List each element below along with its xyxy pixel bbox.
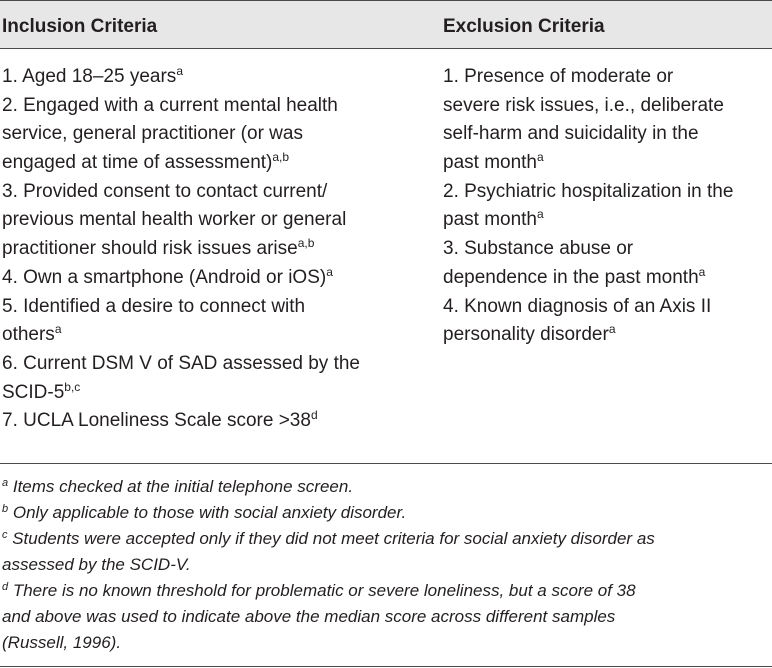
exclusion-line-text: past month [443, 209, 537, 231]
inclusion-line [2, 149, 422, 178]
inclusion-line [2, 264, 422, 293]
inclusion-line-text: service, general practitioner (or was [2, 123, 303, 145]
footnote-line-text: (Russell, 1996). [2, 633, 122, 652]
footnote-line [2, 578, 772, 604]
footnote-line [2, 552, 772, 578]
footnote-line [2, 630, 772, 656]
exclusion-line [443, 206, 770, 235]
exclusion-line-text: dependence in the past month [443, 266, 699, 288]
exclusion-column [443, 63, 770, 350]
inclusion-line [2, 293, 422, 322]
inclusion-column [2, 63, 422, 436]
inclusion-line [2, 407, 422, 436]
inclusion-line-superscript: b,c [64, 379, 81, 394]
inclusion-line-text: 1. Aged 18–25 years [2, 66, 177, 87]
exclusion-line-superscript: a [537, 207, 544, 222]
footnote-line-text: and above was used to indicate above the median score across different samples [2, 607, 616, 626]
exclusion-line [443, 321, 770, 350]
exclusion-line [443, 293, 770, 322]
inclusion-line-text: practitioner should risk issues arise [2, 238, 298, 260]
table-header [0, 0, 772, 49]
inclusion-line-superscript: a [176, 64, 183, 78]
exclusion-line-text: 2. Psychiatric hospitalization in the [443, 180, 734, 202]
exclusion-header: Exclusion Criteria [443, 16, 605, 37]
inclusion-line-superscript: a [54, 322, 62, 337]
inclusion-line [2, 235, 422, 264]
exclusion-line-superscript: a [608, 322, 616, 337]
inclusion-line-text: 4. Own a smartphone (Android or iOS) [2, 266, 327, 288]
inclusion-line-text: 3. Provided consent to contact current/ [2, 180, 328, 202]
footnote-line [2, 500, 772, 526]
inclusion-line-superscript: a,b [297, 236, 315, 251]
inclusion-line-superscript: a [326, 264, 333, 279]
footnote-line-text: There is no known threshold for problematic or severe loneliness, but a score of 38 [8, 581, 636, 600]
exclusion-line [443, 149, 770, 178]
inclusion-line-text: engaged at time of assessment) [2, 152, 273, 174]
footnote-line [2, 526, 772, 552]
exclusion-line [443, 92, 770, 121]
footnote-line-text: Students were accepted only if they did not meet criteria for social anxiety disorder as [7, 529, 655, 548]
exclusion-line-text: past month [443, 152, 537, 174]
exclusion-line [443, 235, 770, 264]
inclusion-line-superscript: d [310, 408, 318, 423]
exclusion-line-text: 4. Known diagnosis of an Axis II [443, 295, 712, 317]
exclusion-line [443, 178, 770, 207]
exclusion-line-superscript: a [537, 150, 544, 165]
table-bottom-rule [0, 666, 772, 667]
exclusion-line-text: self-harm and suicidality in the [443, 123, 699, 145]
inclusion-line-text: previous mental health worker or general [2, 209, 347, 231]
footnote-line-text: Items checked at the initial telephone screen. [8, 477, 354, 496]
footnote-line-superscript: d [2, 581, 9, 593]
exclusion-line-text: personality disorder [443, 324, 609, 346]
inclusion-line [2, 206, 422, 235]
inclusion-line-superscript: a,b [272, 150, 290, 165]
exclusion-line-text: 1. Presence of moderate or [443, 66, 674, 87]
footnote-line-superscript: c [2, 529, 8, 541]
exclusion-line-superscript: a [698, 264, 706, 279]
inclusion-line-text: SCID-5 [2, 381, 65, 403]
footnote-line [2, 474, 772, 500]
exclusion-line-text: severe risk issues, i.e., deliberate [443, 94, 724, 116]
footnote-line-text: assessed by the SCID-V. [2, 555, 191, 574]
footnote-line-text: Only applicable to those with social anxiety disorder. [8, 503, 407, 522]
inclusion-line [2, 63, 422, 92]
footnote-line [2, 604, 772, 630]
inclusion-line [2, 321, 422, 350]
inclusion-line [2, 120, 422, 149]
inclusion-header: Inclusion Criteria [2, 16, 158, 37]
exclusion-line-text: 3. Substance abuse or [443, 238, 634, 260]
inclusion-line-text: 5. Identified a desire to connect with [2, 295, 306, 317]
table-divider [0, 463, 772, 464]
inclusion-line-text: others [2, 324, 55, 346]
exclusion-line [443, 63, 770, 92]
inclusion-line [2, 350, 422, 379]
inclusion-line-text: 2. Engaged with a current mental health [2, 94, 338, 116]
inclusion-line [2, 178, 422, 207]
exclusion-line [443, 120, 770, 149]
inclusion-line-text: 6. Current DSM V of SAD assessed by the [2, 352, 360, 374]
inclusion-line [2, 92, 422, 121]
table-footnotes [2, 474, 772, 656]
exclusion-line [443, 264, 770, 293]
inclusion-line [2, 379, 422, 408]
inclusion-line-text: 7. UCLA Loneliness Scale score >38 [2, 410, 311, 432]
footnote-line-superscript: b [2, 503, 9, 515]
footnote-line-superscript: a [2, 477, 9, 489]
